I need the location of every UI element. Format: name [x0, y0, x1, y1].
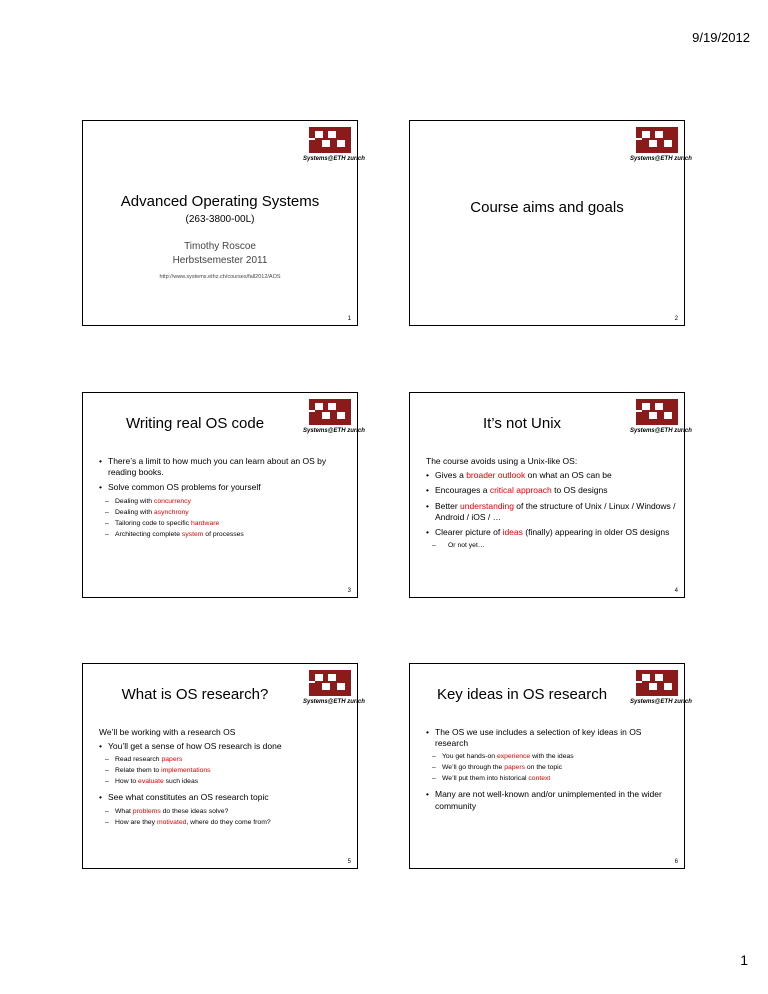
sub-bullet: – You get hands-on experience with the ideas	[426, 753, 676, 762]
page-number: 1	[740, 952, 748, 968]
slide-1	[82, 120, 365, 326]
slide-6	[409, 663, 692, 869]
bullet: • Better understanding of the structure of Unix / Linux / Windows / Android / iOS / …	[426, 501, 676, 523]
slide-title: Course aims and goals	[470, 199, 624, 216]
sub-bullet: – How are they motivated, where do they come from?	[99, 819, 349, 828]
bullet: • You’ll get a sense of how OS research is done	[99, 741, 349, 752]
sub-bullet: – Architecting complete system of processes	[99, 531, 349, 540]
svg-text:Systems@ETH zurich: Systems@ETH zurich	[303, 699, 365, 705]
svg-text:Systems@ETH zurich: Systems@ETH zurich	[303, 428, 365, 434]
slide-title: Key ideas in OS research	[436, 686, 608, 703]
intro-text: The course avoids using a Unix-like OS:	[426, 456, 578, 466]
sub-bullet: – We’ll go through the papers on the topic	[426, 764, 676, 773]
slide-body	[426, 727, 676, 816]
slide-4	[409, 392, 692, 598]
slide-body	[426, 456, 676, 553]
author: Timothy Roscoe	[184, 241, 256, 252]
course-url[interactable]: http://www.systems.ethz.ch/courses/fall2012/AOS	[159, 274, 281, 280]
slide-3	[82, 392, 365, 598]
svg-text:Systems@ETH zurich: Systems@ETH zurich	[630, 428, 692, 434]
slide-number: 2	[674, 316, 678, 322]
slide-number: 1	[347, 316, 351, 322]
slide-body	[99, 727, 349, 833]
bullet: • There’s a limit to how much you can learn about an OS by reading books.	[99, 456, 349, 478]
sub-bullet: – Tailoring code to specific hardware	[99, 520, 349, 529]
bullet: • Many are not well-known and/or unimplemented in the wider community	[426, 789, 676, 811]
slide-number: 3	[347, 588, 351, 594]
systems-eth-logo	[301, 127, 365, 163]
slide-title: Writing real OS code	[125, 415, 265, 432]
intro-text: We’ll be working with a research OS	[99, 727, 236, 737]
bullet: • Gives a broader outlook on what an OS can be	[426, 470, 676, 481]
slide-5	[82, 663, 365, 869]
slide-title: Advanced Operating Systems	[120, 193, 320, 210]
bullet: • Encourages a critical approach to OS designs	[426, 485, 676, 496]
svg-text:Systems@ETH zurich: Systems@ETH zurich	[303, 156, 365, 162]
slide-number: 6	[674, 859, 678, 865]
slide-2	[409, 120, 692, 326]
sub-bullet: – How to evaluate such ideas	[99, 778, 349, 787]
slide-number: 5	[347, 859, 351, 865]
sub-bullet: – What problems do these ideas solve?	[99, 808, 349, 817]
bullet: • See what constitutes an OS research topic	[99, 792, 349, 803]
sub-bullet: – Read research papers	[99, 756, 349, 765]
slide-number: 4	[674, 588, 678, 594]
systems-eth-logo	[628, 670, 692, 706]
bullet: • The OS we use includes a selection of key ideas in OS research	[426, 727, 676, 749]
bullet: • Clearer picture of ideas (finally) appearing in older OS designs	[426, 527, 676, 538]
sub-bullet: – Dealing with concurrency	[99, 498, 349, 507]
semester: Herbstsemester 2011	[172, 255, 268, 266]
course-code: (263-3800-00L)	[185, 214, 255, 225]
slide-title: What is OS research?	[121, 686, 269, 703]
sub-bullet: – Dealing with asynchrony	[99, 509, 349, 518]
sub-bullet: – Or not yet…	[426, 542, 676, 551]
slide-title: It’s not Unix	[482, 415, 562, 432]
page-date: 9/19/2012	[692, 30, 750, 45]
slide-body	[99, 456, 349, 545]
svg-text:Systems@ETH zurich: Systems@ETH zurich	[630, 699, 692, 705]
sub-bullet: – Relate them to implementations	[99, 767, 349, 776]
bullet: • Solve common OS problems for yourself	[99, 482, 349, 493]
sub-bullet: – We’ll put them into historical context	[426, 775, 676, 784]
systems-eth-logo	[301, 399, 365, 435]
systems-eth-logo	[628, 399, 692, 435]
systems-eth-logo	[301, 670, 365, 706]
systems-eth-logo	[628, 127, 692, 163]
svg-text:Systems@ETH zurich: Systems@ETH zurich	[630, 156, 692, 162]
